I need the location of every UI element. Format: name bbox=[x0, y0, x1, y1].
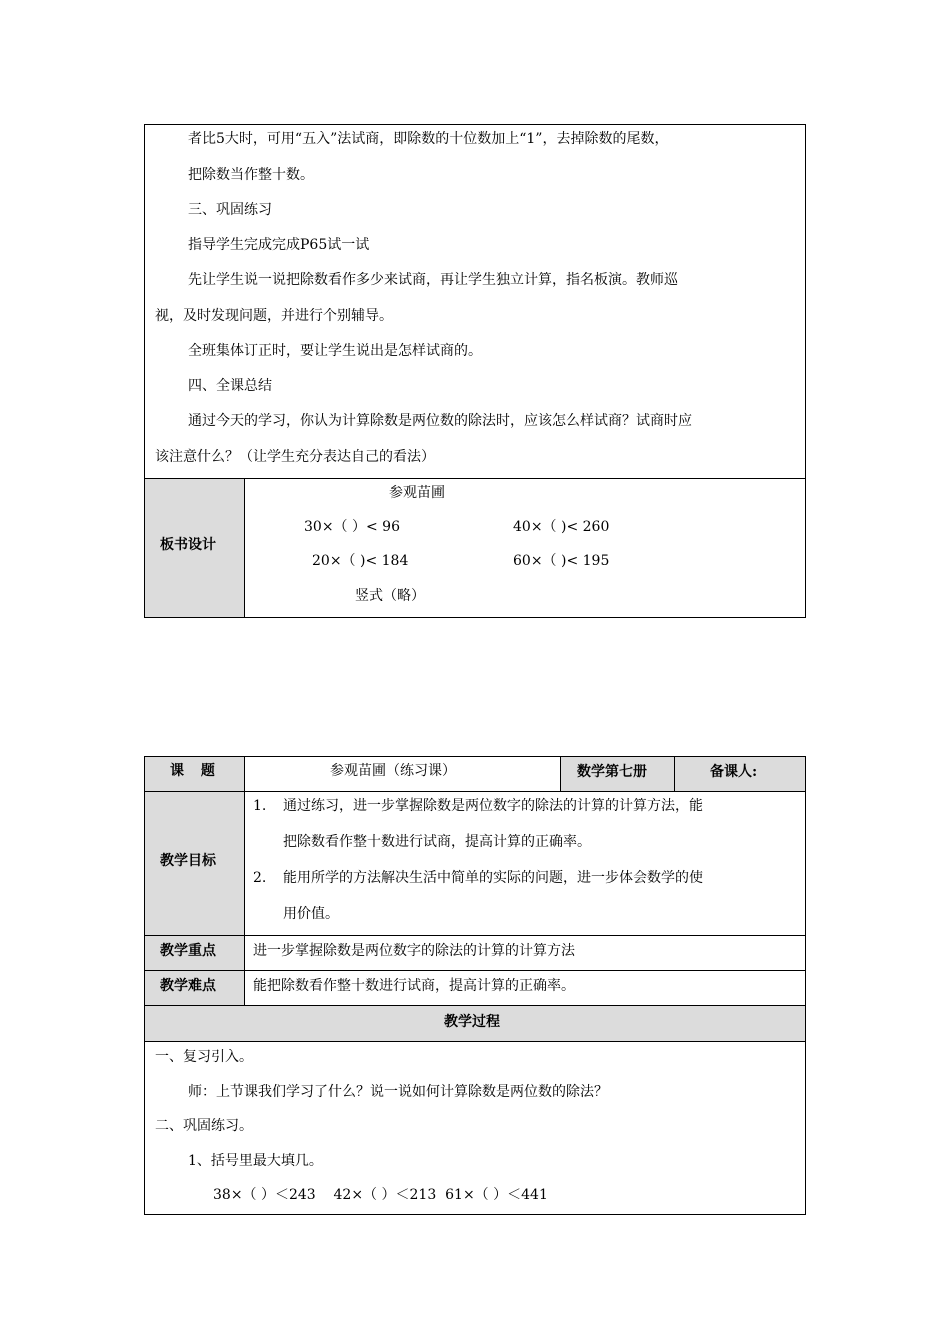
goals-label: 教学目标 bbox=[160, 853, 216, 869]
board-title: 参观苗圃 bbox=[389, 485, 445, 501]
goal-line: 能用所学的方法解决生活中简单的实际的问题，进一步体会数学的使 bbox=[283, 870, 703, 886]
board-item: 20×（ )< 184 bbox=[312, 553, 409, 569]
process-line: 师：上节课我们学习了什么？说一说如何计算除数是两位数的除法？ bbox=[188, 1084, 608, 1100]
process-line: 通过今天的学习，你认为计算除数是两位数的除法时，应该怎么样试商？试商时应 bbox=[188, 413, 692, 429]
goal-line: 把除数看作整十数进行试商，提高计算的正确率。 bbox=[283, 834, 591, 850]
board-item: 30×（ ）< 96 bbox=[304, 519, 400, 535]
exercise-line: 38×（ ）＜243 42×（ ）＜213 61×（ ）＜441 bbox=[213, 1187, 548, 1203]
board-note: 竖式（略） bbox=[355, 588, 425, 604]
goal-number: 2. bbox=[253, 870, 267, 886]
difficulty-value: 能把除数看作整十数进行试商，提高计算的正确率。 bbox=[253, 978, 575, 994]
topic-value: 参观苗圃（练习课） bbox=[330, 763, 456, 779]
section-heading: 二、巩固练习。 bbox=[155, 1118, 253, 1134]
section-heading: 一、复习引入。 bbox=[155, 1049, 253, 1065]
section-heading: 四、全课总结 bbox=[188, 378, 272, 394]
goal-line: 用价值。 bbox=[283, 906, 339, 922]
goal-number: 1. bbox=[253, 798, 267, 814]
key-point-label: 教学重点 bbox=[160, 943, 216, 959]
topic-label: 课 题 bbox=[170, 763, 215, 779]
board-item: 40×（ )< 260 bbox=[513, 519, 610, 535]
process-line: 指导学生完成完成P65试一试 bbox=[188, 237, 370, 253]
board-design-label: 板书设计 bbox=[160, 537, 216, 553]
process-header: 教学过程 bbox=[444, 1014, 500, 1030]
process-line: 先让学生说一说把除数看作多少来试商，再让学生独立计算，指名板演。教师巡 bbox=[188, 272, 678, 288]
goal-line: 通过练习，进一步掌握除数是两位数字的除法的计算的计算方法，能 bbox=[283, 798, 703, 814]
difficulty-label: 教学难点 bbox=[160, 978, 216, 994]
process-line: 者比5大时，可用“五入”法试商，即除数的十位数加上“1”，去掉除数的尾数， bbox=[188, 131, 669, 147]
preparer-label: 备课人: bbox=[710, 764, 758, 780]
process-line: 全班集体订正时，要让学生说出是怎样试商的。 bbox=[188, 343, 482, 359]
book-label: 数学第七册 bbox=[577, 764, 647, 780]
process-line: 1、括号里最大填几。 bbox=[188, 1153, 323, 1169]
board-item: 60×（ )< 195 bbox=[513, 553, 610, 569]
section-heading: 三、巩固练习 bbox=[188, 202, 272, 218]
process-line: 把除数当作整十数。 bbox=[188, 167, 314, 183]
key-point-value: 进一步掌握除数是两位数字的除法的计算的计算方法 bbox=[253, 943, 575, 959]
process-line: 视，及时发现问题，并进行个别辅导。 bbox=[155, 308, 393, 324]
process-line: 该注意什么？（让学生充分表达自己的看法） bbox=[155, 449, 435, 465]
